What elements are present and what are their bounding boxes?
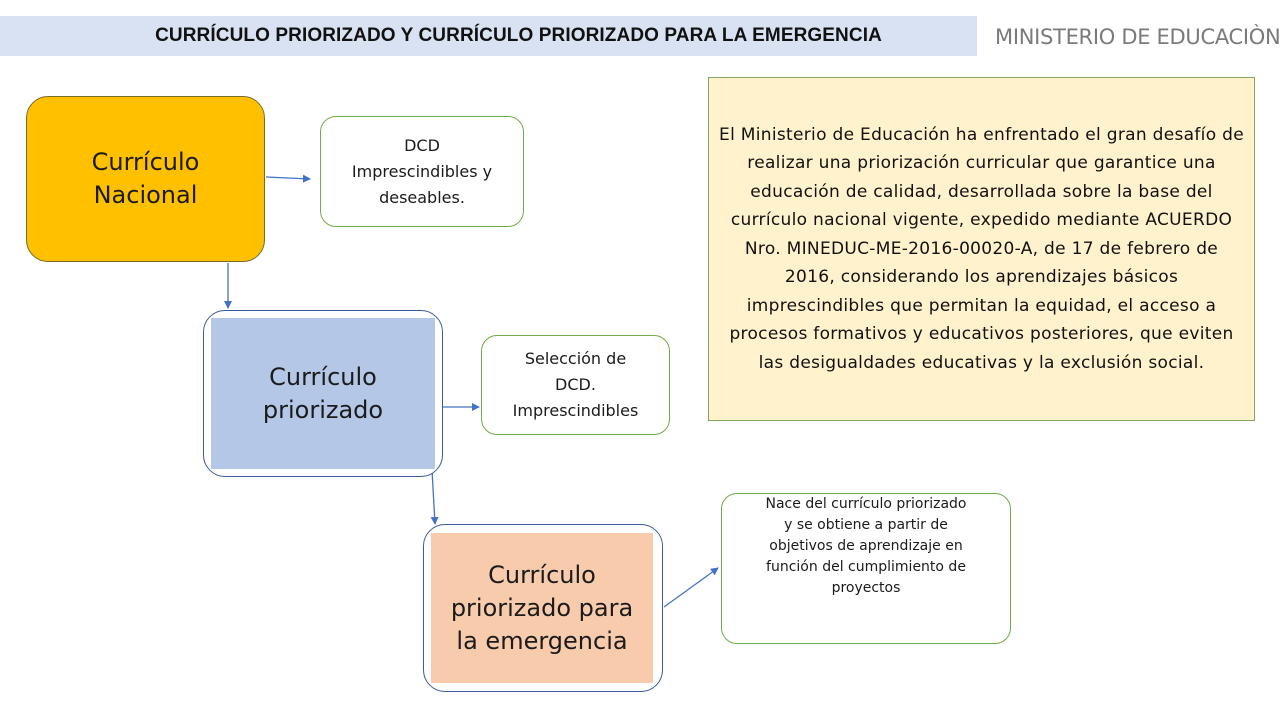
info-panel (708, 77, 1255, 421)
arrow-nacional-to-dcd (266, 177, 310, 179)
arrow-priorizado-to-emergencia (432, 470, 435, 524)
note-nace-text: Nace del currículo priorizado y se obtiene a partir de objetivos de aprendizaje en función del cumplimiento de proyectos (765, 496, 967, 596)
curriculo-nacional-node (26, 96, 265, 262)
page-title: CURRÍCULO PRIORIZADO Y CURRÍCULO PRIORIZADO PARA LA EMERGENCIA (155, 25, 882, 46)
info-panel-text: El Ministerio de Educación ha enfrentado el gran desafío de realizar una priorización curricular que garantice una educación de calidad, desarrollada sobre la base del currículo nacional vigente, expedido mediante ACUERDO Nro. MINEDUC-ME-2016-00020-A, de 17 de febrero de 2016, considerando los aprendizajes básicos imprescindibles que permitan la equidad, el acceso a procesos formativos y educativos posteriores, que eviten las desigualdades educativas y la exclusión social. (719, 124, 1244, 373)
ministry-logo: MINISTERIO DE EDUCACIÒN (995, 25, 1280, 49)
curriculo-nacional-label: Currículo Nacional (91, 148, 200, 209)
curriculo-priorizado-node (211, 318, 435, 469)
note-nace (721, 493, 1011, 644)
note-seleccion (481, 335, 670, 435)
curriculo-emergencia-node (431, 533, 653, 683)
note-dcd (320, 116, 524, 227)
note-dcd-text: DCD Imprescindibles y deseables. (351, 135, 493, 207)
arrow-emergencia-to-nace (664, 568, 718, 607)
note-seleccion-text: Selección de DCD. Imprescindibles (512, 349, 639, 420)
curriculo-priorizado-label: Currículo priorizado (262, 362, 384, 424)
curriculo-emergencia-label: Currículo priorizado para la emergencia (450, 560, 634, 655)
